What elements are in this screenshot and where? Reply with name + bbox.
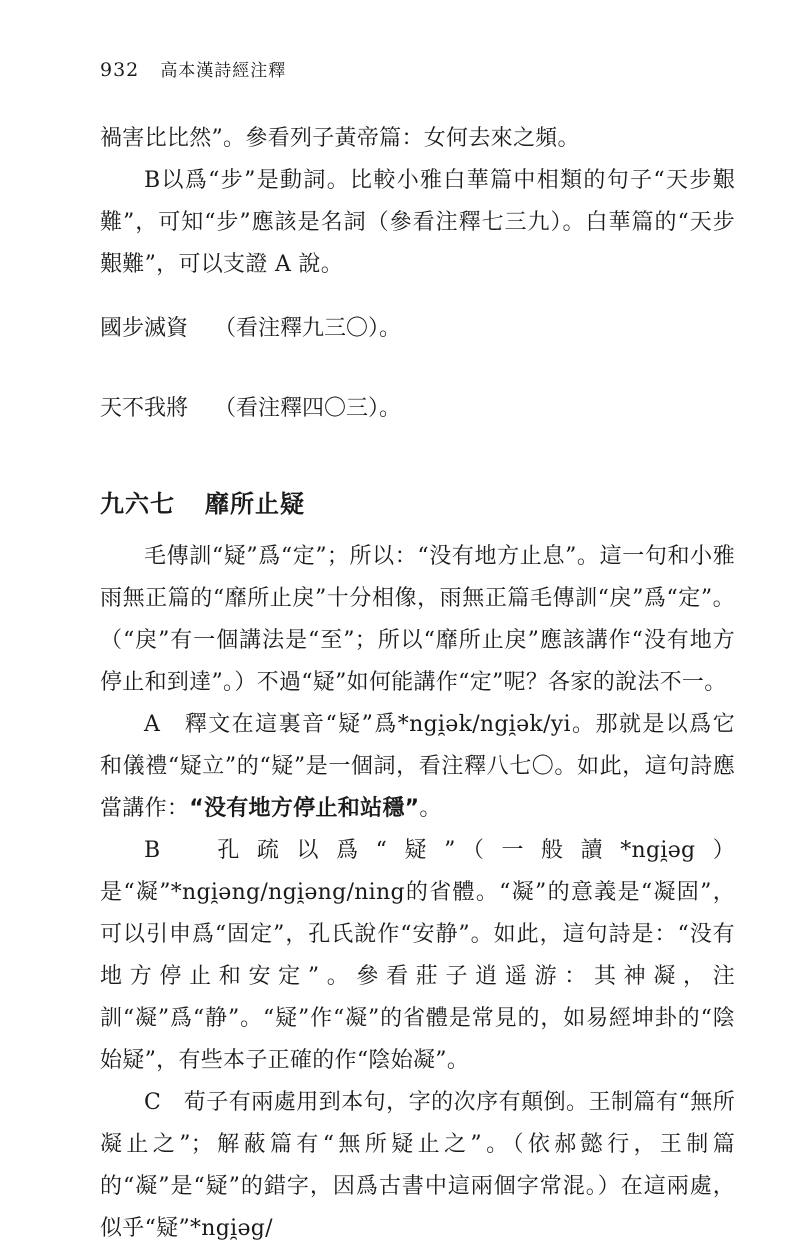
continuation-line: 禍害比比然”。參看列子黃帝篇：女何去來之頻。: [100, 126, 580, 151]
paragraph-c: C 荀子有兩處用到本句，字的次序有顛倒。王制篇有“無所凝止之”；解蔽篇有“無所疑止之”。（依郝懿行，王制篇的“凝”是“疑”的錯字，因爲古書中這兩個字常混。）在這兩處，似乎“疑”*ngi̯əg/: [100, 1090, 735, 1241]
paragraph-a-bold: “没有地方停止和站穩”: [189, 796, 420, 821]
reference-phrase: 國步滅資: [100, 316, 189, 341]
paragraph-b-previous: B以爲“步”是動詞。比較小雅白華篇中相類的句子“天步艱難”，可知“步”應該是名詞（參看注釋七三九）。白華篇的“天步艱難”，可以支證 A 說。: [100, 168, 735, 277]
section-number: 九六七: [100, 490, 175, 518]
top-text: [100, 118, 735, 286]
section-title: 靡所止疑: [205, 490, 305, 518]
paragraph-a: [100, 704, 735, 830]
section-body: [100, 536, 735, 1250]
paragraph-a-end: 。: [419, 796, 442, 821]
paragraph-b: B 孔疏以爲“疑”（一般讀*ngi̯əg）是“凝”*ngi̯əng/ngi̯əng/ning的省體。“凝”的意義是“凝固”，可以引申爲“固定”，孔氏說作“安静”。如此，這句詩是：“没有地方停止和安定”。參看莊子逍遥游：其神凝，注訓“凝”爲“静”。“疑”作“凝”的省體是常見的，如易經坤卦的“陰始疑”，有些本子正確的作“陰始凝”。: [100, 838, 735, 1073]
reference-note: （看注釋九三〇）。: [214, 316, 402, 341]
page-number: 932: [100, 59, 140, 81]
reference-note: （看注釋四〇三）。: [214, 396, 402, 421]
page-header: [100, 56, 286, 81]
book-title: 高本漢詩經注釋: [160, 61, 287, 81]
reference-2: [100, 388, 735, 430]
paragraph-a-text: A 釋文在這裏音“疑”爲*ngi̯ək/ngi̯ək/yi。那就是以爲它和儀禮“疑立”的“疑”是一個詞，看注釋八七〇。如此，這句詩應當講作：: [100, 712, 735, 821]
reference-1: [100, 308, 735, 350]
reference-phrase: 天不我將: [100, 396, 189, 421]
paragraph-intro: 毛傳訓“疑”爲“定”；所以：“没有地方止息”。這一句和小雅雨無正篇的“靡所止戾”十分相像，雨無正篇毛傳訓“戾”爲“定”。（“戾”有一個講法是“至”；所以“靡所止戾”應該講作“没有地方停止和到達”。）不過“疑”如何能講作“定”呢？各家的說法不一。: [100, 544, 735, 695]
section-heading: [100, 484, 305, 519]
